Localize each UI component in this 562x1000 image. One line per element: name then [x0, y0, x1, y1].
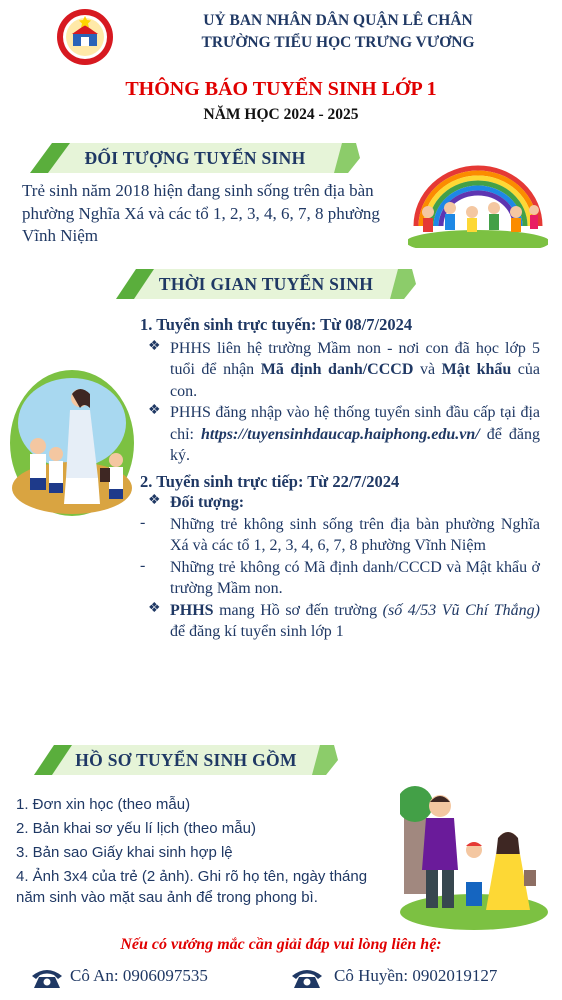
list-item: 4. Ảnh 3x4 của trẻ (2 ảnh). Ghi rõ họ tên, ngày tháng năm sinh vào mặt sau ảnh để trong phong bì. — [16, 868, 368, 906]
school-logo — [56, 8, 114, 66]
contact-huyen-text[interactable]: Cô Huyền: 0902019127 — [334, 966, 498, 985]
diamond-bullet-icon: ❖ — [148, 493, 161, 508]
direct-dash-1 — [140, 514, 540, 557]
direct-dash-1-text: Những trẻ không sinh sống trên địa bàn phường Nghĩa Xá và các tổ 1, 2, 3, 4, 6, 7, 8 phường Vĩnh Niệm — [170, 515, 540, 554]
section-banner-target — [30, 142, 360, 174]
diamond-bullet-icon: ❖ — [148, 600, 161, 616]
online-title: 1. Tuyển sinh trực tuyến: Từ 08/7/2024 — [140, 315, 413, 334]
direct-title: 2. Tuyển sinh trực tiếp: Từ 22/7/2024 — [140, 471, 400, 491]
section-banner-dossier — [34, 744, 338, 776]
section-heading-time: THỜI GIAN TUYỂN SINH — [158, 274, 374, 294]
contact-note: Nếu có vướng mắc cần giải đáp vui lòng liên hệ: — [120, 936, 442, 953]
list-item: 2. Bản khai sơ yếu lí lịch (theo mẫu) — [16, 820, 256, 837]
rainbow-children-illustration — [408, 156, 548, 248]
online-bullet-1-text: PHHS liên hệ trường Mầm non - nơi con đã học lớp 5 tuổi để nhận Mã định danh/CCCD và Mật khẩu của con. — [170, 339, 541, 400]
list-item: 1. Đơn xin học (theo mẫu) — [16, 796, 191, 813]
dash-marker: - — [140, 556, 146, 574]
dash-marker: - — [140, 513, 146, 531]
section-heading-dossier: HỒ SƠ TUYỂN SINH GỒM — [75, 750, 297, 770]
direct-bullet — [140, 600, 540, 643]
online-bullet-2-text: PHHS đăng nhập vào hệ thống tuyển sinh đầu cấp tại địa chỉ: https://tuyensinhdaucap.haiphong.edu.vn/ để đăng ký. — [170, 404, 540, 464]
dossier-list — [16, 794, 394, 908]
direct-target — [140, 492, 540, 514]
direct-dash-2-text: Những trẻ không có Mã định danh/CCCD và Mật khẩu ở trường Mầm non. — [170, 558, 540, 597]
online-bullet-2 — [140, 402, 540, 467]
page-title: THÔNG BÁO TUYỂN SINH LỚP 1 — [125, 78, 437, 100]
list-item: 3. Bản sao Giấy khai sinh hợp lệ — [16, 844, 233, 861]
direct-target-label: Đối tượng: — [170, 494, 245, 511]
time-content — [140, 314, 540, 643]
contact-an-text[interactable]: Cô An: 0906097535 — [70, 966, 208, 985]
teacher-children-illustration — [8, 368, 136, 518]
section-heading-target: ĐỐI TƯỢNG TUYỂN SINH — [84, 148, 306, 168]
diamond-bullet-icon: ❖ — [148, 338, 161, 354]
diamond-bullet-icon: ❖ — [148, 403, 161, 418]
school-year: NĂM HỌC 2024 - 2025 — [203, 106, 359, 123]
registration-url-link[interactable]: https://tuyensinhdaucap.haiphong.edu.vn/ — [201, 425, 480, 443]
parent-children-illustration — [400, 784, 548, 930]
telephone-icon — [290, 966, 324, 990]
header-line-1: UỶ BAN NHÂN DÂN QUẬN LÊ CHÂN — [203, 12, 473, 29]
telephone-icon — [30, 966, 64, 990]
direct-dash-2 — [140, 557, 540, 600]
header-line-2: TRƯỜNG TIỂU HỌC TRƯNG VƯƠNG — [201, 34, 475, 51]
contact-an — [30, 966, 275, 992]
online-bullet-1 — [140, 338, 540, 403]
contact-huyen — [290, 966, 552, 992]
target-text: Trẻ sinh năm 2018 hiện đang sinh sống trên địa bàn phường Nghĩa Xá và các tổ 1, 2, 3, 4, 6, 7, 8 phường Vĩnh Niệm — [22, 181, 380, 245]
section-banner-time — [116, 268, 416, 300]
direct-bullet-text: PHHS mang Hồ sơ đến trường (số 4/53 Vũ Chí Thắng) để đăng kí tuyển sinh lớp 1 — [170, 601, 540, 640]
